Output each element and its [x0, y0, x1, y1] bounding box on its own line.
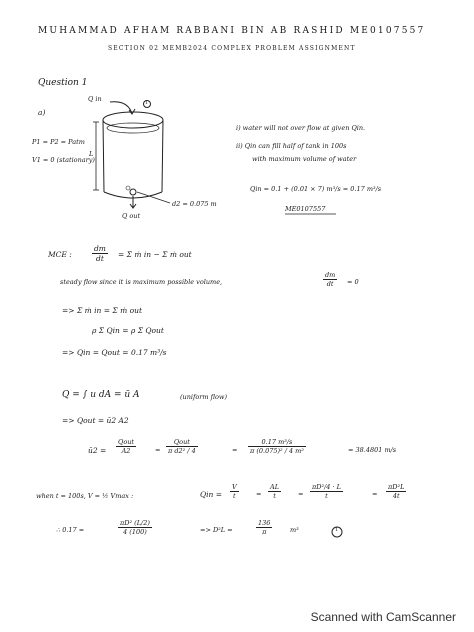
tank-top — [103, 112, 163, 128]
fraction-numeric: $\frac{\text{0.17 m³/s}}{\text{π (0.075)² / 4 m²}}$ — [250, 438, 304, 455]
fraction-half-volume: $\frac{\text{πD² (L/2)}}{4 (100)}$ — [120, 519, 150, 536]
velocity-result: = 38.4801 m/s — [348, 446, 397, 454]
part-label: a) — [38, 108, 46, 117]
mass-balance: => Σ ṁ in = Σ ṁ out — [62, 306, 142, 315]
mce-lhs-fraction: $\frac{dm}{dt}$ — [94, 244, 106, 263]
fraction-pid2l-t: $\frac{\text{πD²/4 · L}}{t}$ — [312, 483, 341, 500]
fraction-pid2l-4t: $\frac{\text{πD²L}}{4t}$ — [388, 483, 405, 500]
equation-number-1: 1 — [335, 527, 339, 533]
fraction-136-pi: $\frac{136}{\pi}$ — [258, 519, 271, 536]
qin-label-2: Qin = — [200, 490, 223, 499]
qout-label: Q out — [122, 212, 141, 220]
fraction-qout-a2: Qout A2 — [118, 438, 135, 455]
cubic-metre-unit: m³ — [290, 526, 299, 534]
mce-rhs: = Σ ṁ in − Σ ṁ out — [118, 250, 192, 259]
outlet-hole — [130, 189, 136, 195]
section-header: SECTION 02 MEMB2024 COMPLEX PROBLEM ASSIGNMENT — [108, 45, 356, 52]
point-1-label: 1 — [145, 100, 149, 106]
velocity-label: V1 = 0 (stationary) — [32, 156, 95, 164]
scanned-page: MUHAMMAD AFHAM RABBANI BIN AB RASHID ME0107557 SECTION 02 MEMB2024 COMPLEX PROBLEM ASSIGNMENT Question 1 a) Q in 1 P1 = P2 = Patm V1 = 0 (stationary) L Q out d2 = 0.075 m i) water will not over flow at given Qin. ii) Qin can fill half of tank in 100s with maximum volume of water Qin = 0.1 + (0.01 × 7) m³/s = 0.17 m³/s ME0107557 MCE : $\frac{dm}{dt}$ = Σ ṁ in − Σ ṁ out steady flow since it is maximum possible volume, $\frac{dm}{dt}$ = 0 => Σ ṁ in = Σ ṁ out ρ Σ Qin = ρ Σ Qout => Qin = Qout = 0.17 m³/s Q = ∫ u dA = ū A (uniform flow) => Qout = ū2 A2 ū2 = Qout A2 = Qout π d2² / 4 = $\frac{\text{0.17 m³/s}}{\text{π (0.075)² / 4 m²}}$ = 38.4801 m/s when t = 100s, V = ½ Vmax : Qin = $\frac{V}{t}$ = $\frac{AL}{t}$ = $\frac{\text{πD²/4 · L}}{t}$ = $\frac{\text{πD²L}}{4t}$ ∴ 0.17 = $\frac{\text{πD² (L/2)}}{4 (100)}$ => D²L = $\frac{136}{\pi}$ m³ 1 Scanned with CamScanner — [0, 0, 474, 632]
steady-flow-text: steady flow since it is maximum possible volume, — [60, 278, 223, 286]
pressure-label: P1 = P2 = Patm — [32, 138, 85, 146]
question-title: Question 1 — [38, 78, 88, 88]
fraction-v-t: $\frac{V}{t}$ — [232, 483, 237, 500]
note-i: i) water will not over flow at given Qin. — [236, 124, 366, 132]
qin-equation: Qin = 0.1 + (0.01 × 7) m³/s = 0.17 m³/s — [250, 185, 382, 193]
tank-left-wall — [103, 120, 104, 192]
time-condition: when t = 100s, V = ½ Vmax : — [36, 492, 134, 500]
diameter-label: d2 = 0.075 m — [172, 200, 217, 208]
qin-label: Q in — [88, 95, 102, 103]
therefore-statement: ∴ 0.17 = — [56, 526, 85, 534]
student-id: ME0107557 — [285, 205, 326, 213]
equals-zero: = 0 — [347, 278, 359, 286]
q-equality: => Qin = Qout = 0.17 m³/s — [62, 348, 167, 357]
flow-equation: Q = ∫ u dA = ū A — [62, 390, 140, 400]
dm-dt-fraction: $\frac{dm}{dt}$ — [325, 271, 336, 288]
note-ii-b: with maximum volume of water — [252, 155, 357, 163]
uniform-flow-note: (uniform flow) — [180, 393, 227, 401]
fraction-al-t: $\frac{AL}{t}$ — [270, 483, 280, 500]
velocity-u2: ū2 = — [88, 446, 107, 455]
mce-label: MCE : — [48, 250, 72, 259]
d2l-equation: => D²L = — [200, 526, 233, 534]
note-ii-a: ii) Qin can fill half of tank in 100s — [236, 142, 347, 150]
student-header: MUHAMMAD AFHAM RABBANI BIN AB RASHID ME0107557 — [38, 26, 426, 36]
qout-equation: => Qout = ū2 A2 — [62, 416, 129, 425]
tank-right-wall — [162, 120, 163, 192]
volume-balance: ρ Σ Qin = ρ Σ Qout — [92, 326, 164, 335]
scanner-watermark: Scanned with CamScanner — [310, 610, 456, 624]
length-label: L — [89, 150, 94, 158]
fraction-qout-area: Qout π d2² / 4 — [168, 438, 196, 455]
